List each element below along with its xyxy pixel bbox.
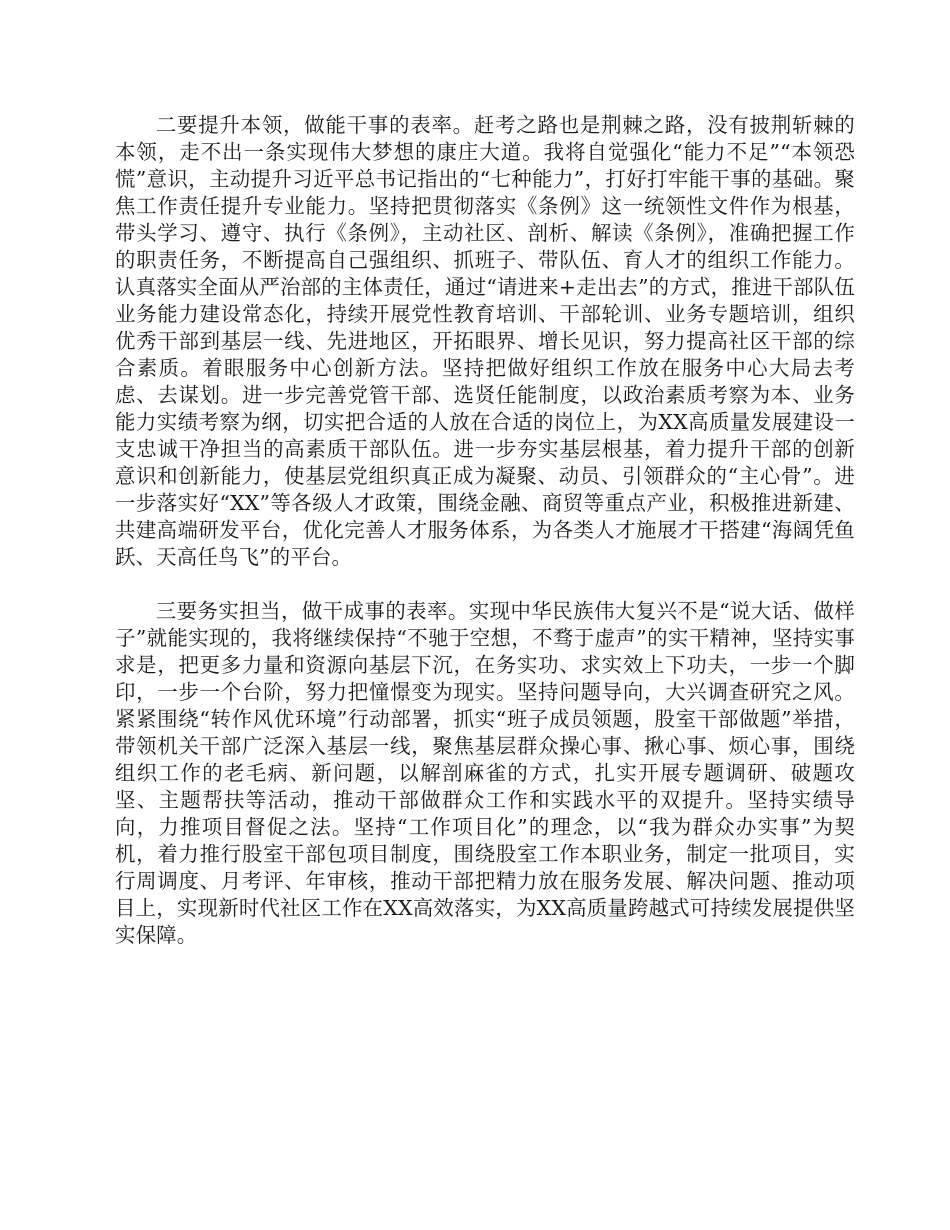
paragraph-practical-responsibility: 三要务实担当，做干成事的表率。实现中华民族伟大复兴不是“说大话、做样子”就能实现的，我将继续保持“不驰于空想，不骛于虚声”的实干精神，坚持实事求是，把更多力量和资源向基层下沉，在务实功、求实效上下功夫，一步一个脚印，一步一个台阶，努力把憧憬变为现实。坚持问题导向，大兴调查研究之风。紧紧围绕“转作风优环境”行动部署，抓实“班子成员领题，股室干部做题”举措，带领机关干部广泛深入基层一线，聚焦基层群众操心事、揪心事、烦心事，围绕组织工作的老毛病、新问题，以解剖麻雀的方式，扎实开展专题调研、破题攻坚、主题帮扶等活动，推动干部做群众工作和实践水平的双提升。坚持实绩导向，力推项目督促之法。坚持“工作项目化”的理念，以“我为群众办实事”为契机，着力推行股室干部包项目制度，围绕股室工作本职业务，制定一批项目，实行周调度、月考评、年审核，推动干部把精力放在服务发展、解决问题、推动项目上，实现新时代社区工作在XX高效落实，为XX高质量跨越式可持续发展提供坚实保障。 — [115, 599, 855, 947]
paragraph-improve-ability: 二要提升本领，做能干事的表率。赶考之路也是荆棘之路，没有披荆斩棘的本领，走不出一条实现伟大梦想的康庄大道。我将自觉强化“能力不足”“本领恐慌”意识，主动提升习近平总书记指出的“七种能力”，打好打牢能干事的基础。聚焦工作责任提升专业能力。坚持把贯彻落实《条例》这一统领性文件作为根基，带头学习、遵守、执行《条例》，主动社区、剖析、解读《条例》，准确把握工作的职责任务，不断提高自己强组织、抓班子、带队伍、育人才的组织工作能力。认真落实全面从严治部的主体责任，通过“请进来+走出去”的方式，推进干部队伍业务能力建设常态化，持续开展党性教育培训、干部轮训、业务专题培训，组织优秀干部到基层一线、先进地区，开拓眼界、增长见识，努力提高社区干部的综合素质。着眼服务中心创新方法。坚持把做好组织工作放在服务中心大局去考虑、去谋划。进一步完善党管干部、选贤任能制度，以政治素质考察为本、业务能力实绩考察为纲，切实把合适的人放在合适的岗位上，为XX高质量发展建设一支忠诚干净担当的高素质干部队伍。进一步夯实基层根基，着力提升干部的创新意识和创新能力，使基层党组织真正成为凝聚、动员、引领群众的“主心骨”。进一步落实好“XX”等各级人才政策，围绕金融、商贸等重点产业，积极推进新建、共建高端研发平台，优化完善人才服务体系，为各类人才施展才干搭建“海阔凭鱼跃、天高任鸟飞”的平台。 — [115, 113, 855, 569]
document-body — [115, 112, 855, 949]
